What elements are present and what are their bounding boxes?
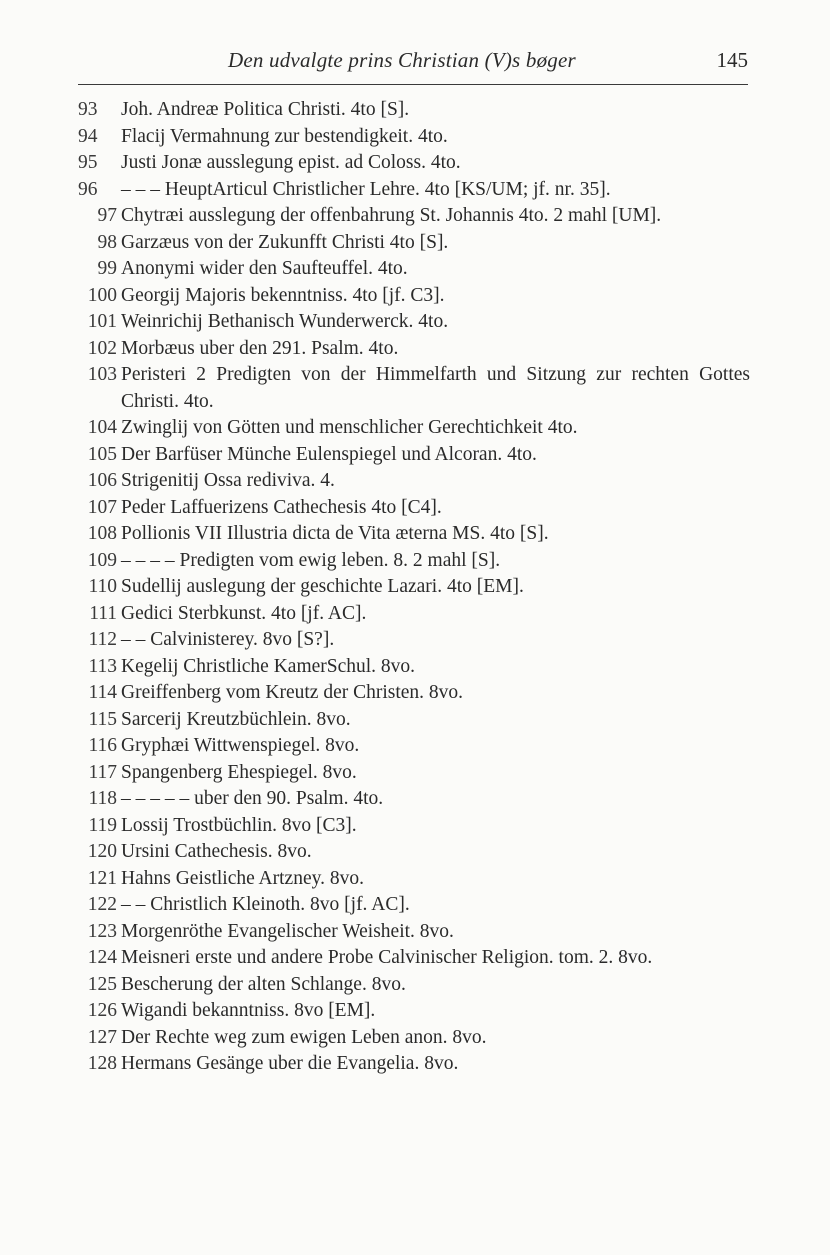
entry-text: Zwinglij von Götten und menschlicher Gerechtichkeit 4to. [121,417,578,438]
list-item [78,150,750,177]
entry-number: 98 [97,231,117,253]
entry-text: Greiffenberg vom Kreutz der Christen. 8vo. [121,682,464,703]
list-item [78,468,750,495]
list-item [78,919,750,946]
entry-number: 113 [88,655,117,677]
entry-number: 102 [87,337,117,359]
list-item [78,627,750,654]
entry-text: Bescherung der alten Schlange. 8vo. [121,973,406,995]
list-item [78,97,750,124]
entry-text: Der Rechte weg zum ewigen Leben anon. 8vo. [121,1026,487,1048]
list-item [78,256,750,283]
list-item [78,415,750,442]
list-item [78,601,750,628]
entry-text: Justi Jonæ ausslegung epist. ad Coloss. 4to. [121,152,461,173]
entry-number: 115 [88,708,117,730]
entry-number: 117 [88,761,117,783]
entry-number: 94 [78,125,98,147]
list-item [78,680,750,707]
entry-text: Weinrichij Bethanisch Wunderwerck. 4to. [121,311,449,332]
entry-number: 120 [87,841,117,862]
running-head [78,48,748,85]
entry-text: – – Christlich Kleinoth. 8vo [jf. AC]. [121,894,410,915]
entry-text: Morgenröthe Evangelischer Weisheit. 8vo. [121,920,454,942]
list-item [78,336,750,363]
entry-text: Gedici Sterbkunst. 4to [jf. AC]. [121,602,367,624]
list-item [78,866,750,893]
entry-number: 128 [87,1053,117,1074]
entry-number: 123 [87,920,117,942]
entry-text: Gryphæi Wittwenspiegel. 8vo. [121,735,360,756]
entry-text: – – Calvinisterey. 8vo [S?]. [121,629,335,650]
list-item [78,362,750,415]
list-item [78,945,750,972]
entry-text: Morbæus uber den 291. Psalm. 4to. [121,337,399,359]
entry-number: 109 [87,549,117,571]
list-item [78,521,750,548]
list-item [78,760,750,787]
entry-number: 96 [78,178,98,200]
list-item [78,998,750,1025]
entry-text: Lossij Trostbüchlin. 8vo [C3]. [121,814,357,836]
entry-number: 103 [87,364,117,385]
entry-text: Peristeri 2 Predigten von der Himmelfarth und Sitzung zur rechten Gottes Christi. 4to. [121,364,750,412]
entry-text: Georgij Majoris bekenntniss. 4to [jf. C3]. [121,284,445,306]
entry-number: 101 [87,311,117,332]
entry-number: 116 [88,735,117,756]
entry-text: Anonymi wider den Saufteuffel. 4to. [121,258,408,279]
entry-number: 108 [87,523,117,544]
entry-number: 97 [97,205,117,226]
list-item [78,283,750,310]
entry-number: 95 [78,152,98,173]
entry-text: Spangenberg Ehespiegel. 8vo. [121,761,357,783]
entry-number: 93 [78,99,98,120]
list-item [78,654,750,681]
entry-number: 104 [87,417,117,438]
list-item [78,786,750,813]
list-item [78,972,750,999]
entry-text: Kegelij Christliche KamerSchul. 8vo. [121,655,416,677]
entry-text: Chytræi ausslegung der offenbahrung St. Johannis 4to. 2 mahl [UM]. [121,205,662,226]
entry-number: 111 [89,602,117,624]
entry-number: 106 [87,470,117,491]
entry-text: Peder Laffuerizens Cathechesis 4to [C4]. [121,496,442,518]
list-item [78,309,750,336]
entry-number: 125 [87,973,117,995]
list-item [78,892,750,919]
entry-text: Pollionis VII Illustria dicta de Vita æterna MS. 4to [S]. [121,523,549,544]
entry-number: 112 [88,629,117,650]
entry-text: – – – – Predigten vom ewig leben. 8. 2 mahl [S]. [121,549,501,571]
entry-number: 110 [88,576,117,597]
entry-text: Flacij Vermahnung zur bestendigkeit. 4to. [121,125,448,147]
page-number: 145 [716,48,748,72]
entry-text: Garzæus von der Zukunfft Christi 4to [S]. [121,231,449,253]
list-item [78,839,750,866]
entry-number: 124 [87,947,117,968]
entry-number: 121 [87,867,117,889]
list-item [78,813,750,840]
entry-list [78,97,750,1078]
entry-text: Hahns Geistliche Artzney. 8vo. [121,867,364,889]
list-item [78,203,750,230]
entry-number: 114 [88,682,117,703]
list-item [78,1025,750,1052]
entry-text: Wigandi bekanntniss. 8vo [EM]. [121,1000,376,1021]
entry-text: Sudellij auslegung der geschichte Lazari. 4to [EM]. [121,576,524,597]
entry-text: – – – – – uber den 90. Psalm. 4to. [121,788,384,809]
running-title: Den udvalgte prins Christian (V)s bøger [228,48,576,72]
entry-text: Strigenitij Ossa rediviva. 4. [121,470,335,491]
entry-number: 100 [87,284,117,306]
list-item [78,177,750,204]
list-item [78,124,750,151]
entry-number: 127 [87,1026,117,1048]
list-item [78,733,750,760]
list-item [78,574,750,601]
entry-text: Joh. Andreæ Politica Christi. 4to [S]. [121,99,410,120]
entry-text: Meisneri erste und andere Probe Calvinischer Religion. tom. 2. 8vo. [121,947,653,968]
entry-number: 122 [87,894,117,915]
list-item [78,495,750,522]
entry-number: 126 [87,1000,117,1021]
entry-number: 105 [87,443,117,465]
entry-number: 119 [88,814,117,836]
entry-text: Hermans Gesänge uber die Evangelia. 8vo. [121,1053,459,1074]
list-item [78,1051,750,1078]
list-item [78,548,750,575]
entry-text: Der Barfüser Münche Eulenspiegel und Alcoran. 4to. [121,443,537,465]
entry-text: – – – HeuptArticul Christlicher Lehre. 4to [KS/UM; jf. nr. 35]. [121,178,611,200]
entry-text: Ursini Cathechesis. 8vo. [121,841,312,862]
list-item [78,442,750,469]
entry-text: Sarcerij Kreutzbüchlein. 8vo. [121,708,351,730]
entry-number: 99 [97,258,117,279]
entry-number: 107 [87,496,117,518]
list-item [78,230,750,257]
list-item [78,707,750,734]
entry-number: 118 [88,788,117,809]
